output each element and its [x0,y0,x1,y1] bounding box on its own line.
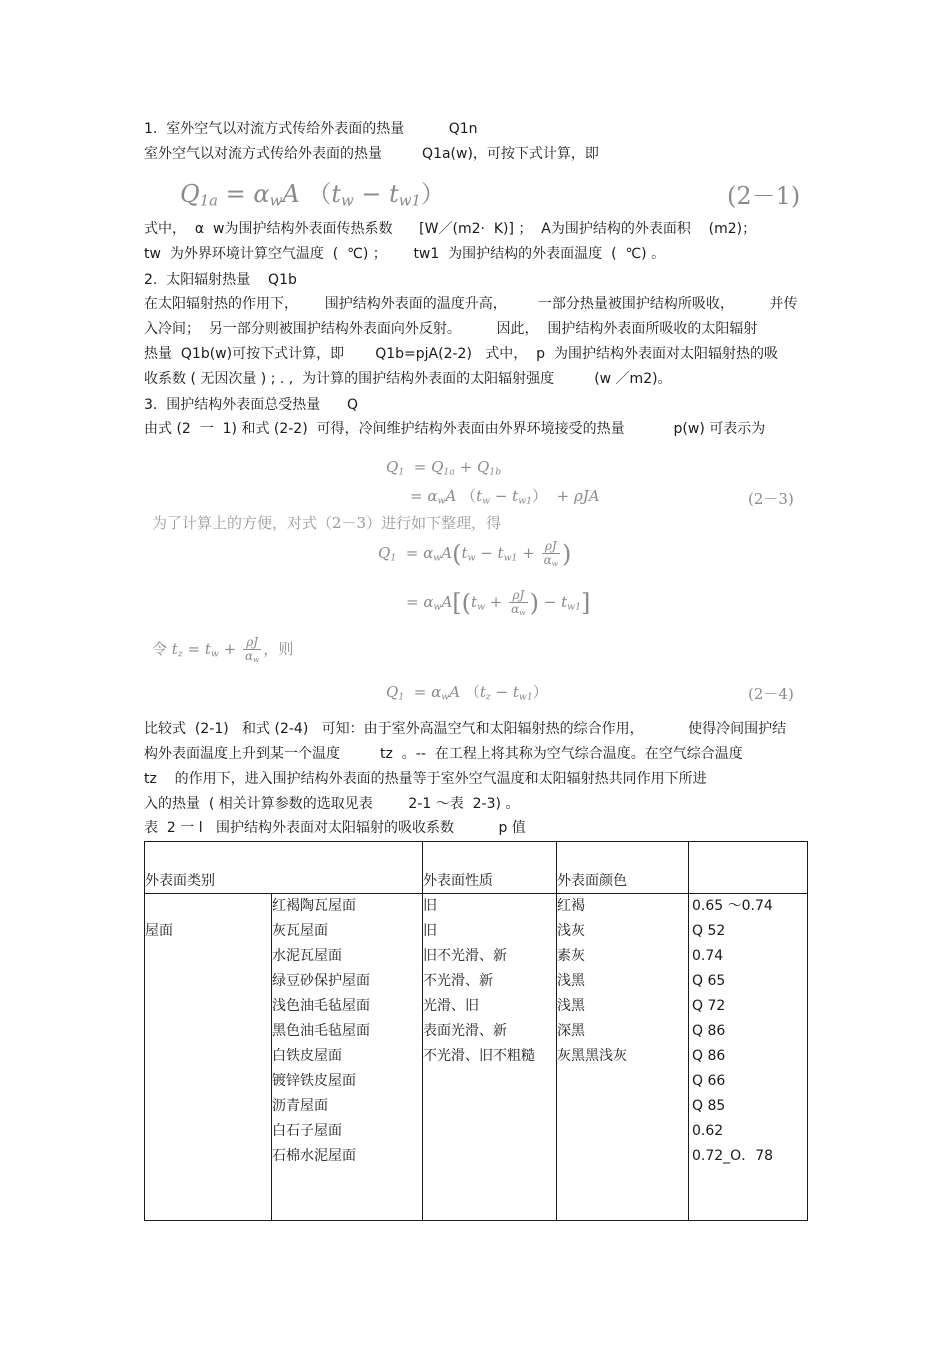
absorption-value: 0.62 [692,1123,724,1139]
equation-2-3-line2: = $\alpha_wA$ $(t_w - t_{w1}) + \rho JA$ [410,487,600,507]
text-solar-2: 入冷间； 另一部分则被围护结构外表面向外反射。 因此， 围护结构外表面所吸收的太阳辐射 [144,321,758,337]
text-solar-1: 在太阳辐射热的作用下， 围护结构外表面的温度升高， 一部分热量被围护结构所吸收， 并传 [144,296,798,312]
surface-color: 红褐 [557,898,585,914]
roof-name: 灰瓦屋面 [272,923,328,939]
equation-rearranged-2: = $\alpha_wA[(t_w$ + $\frac{\rho J}{\alpha_w}$ ) − $t_{w1}$] [406,588,591,618]
roof-name: 白石子屋面 [272,1123,342,1139]
roof-name: 白铁皮屋面 [272,1048,342,1064]
absorption-value: 0.65 ～0.74 [692,898,773,914]
header-value [689,842,808,894]
cell-natures [423,894,557,1221]
surface-color: 深黑 [557,1023,585,1039]
heading-convective-heat: 1. 室外空气以对流方式传给外表面的热量 Q1n [144,121,478,137]
text-variable-definitions-2: tw 为外界环境计算空气温度 ( ℃) ； tw1 为围护结构的外表面温度 ( ℃) 。 [144,246,666,262]
text-solar-4: 收系数 ( 无因次量 ) ; . , 为计算的围护结构外表面的太阳辐射强度 (w ／m2)。 [144,371,672,387]
roof-name: 水泥瓦屋面 [272,948,342,964]
equation-rearranged-1: $Q_1 = \alpha_wA(t_w - t_{w1}$ + $\frac{\rho J}{\alpha_w}$ ) [378,539,572,569]
header-category: 外表面类别 [145,842,423,894]
table-body-row [145,894,808,1221]
heading-solar-radiation: 2. 太阳辐射热量 Q1b [144,272,297,288]
surface-nature: 旧 [423,923,437,939]
surface-nature: 不光滑、旧不粗糙 [423,1048,535,1064]
absorption-value: Q 52 [692,923,726,939]
surface-nature: 表面光滑、新 [423,1023,507,1039]
cell-colors [557,894,689,1221]
text-compare-2: 构外表面温度上升到某一个温度 tz 。-- 在工程上将其称为空气综合温度。在空气综合温度 [144,746,743,762]
text-variable-definitions-1: 式中， α w为围护结构外表面传热系数 [W／(m2· K)] ； A为围护结构的外表面积 (m2)； [144,221,757,237]
equation-2-1: $Q_{1a} = \alpha_wA$ $(t_w - t_{w1})$ [180,180,445,210]
roof-name: 红褐陶瓦屋面 [272,898,356,914]
cell-names [272,894,423,1221]
surface-color: 浅黑 [557,998,585,1014]
absorption-value: Q 85 [692,1098,726,1114]
surface-color: 素灰 [557,948,585,964]
category-roof: 屋面 [145,923,173,939]
surface-color: 浅灰 [557,923,585,939]
absorption-value: Q 65 [692,973,726,989]
header-nature: 外表面性质 [423,842,557,894]
roof-name: 绿豆砂保护屋面 [272,973,370,989]
cell-values [689,894,808,1221]
text-convective-intro: 室外空气以对流方式传给外表面的热量 Q1a(w)，可按下式计算，即 [144,146,599,162]
roof-name: 石棉水泥屋面 [272,1148,356,1164]
cell-category [145,894,272,1221]
text-total-heat: 由式 (2 一 1) 和式 (2-2) 可得，冷间维护结构外表面由外界环境接受的热量 p(w) 可表示为 [144,421,766,437]
equation-2-3-line1: $Q_1 = Q_{1a} + Q_{1b}$ [386,458,502,478]
roof-name: 镀锌铁皮屋面 [272,1073,356,1089]
note-rearrange: 为了计算上的方便，对式（2－3）进行如下整理，得 [152,514,502,532]
absorption-value: Q 66 [692,1073,726,1089]
text-compare-4: 入的热量 ( 相关计算参数的选取见表 2-1 ～表 2-3) 。 [144,796,520,812]
roof-name: 黑色油毛毡屋面 [272,1023,370,1039]
surface-nature: 不光滑、新 [423,973,493,989]
surface-nature: 光滑、旧 [423,998,479,1014]
roof-name: 沥青屋面 [272,1098,328,1114]
equation-2-3-number: (2－3) [748,490,794,508]
text-compare-3: tz 的作用下，进入围护结构外表面的热量等于室外空气温度和太阳辐射热共同作用下所进 [144,771,707,787]
absorption-value: Q 86 [692,1023,726,1039]
surface-color: 灰黑黑浅灰 [557,1048,627,1064]
absorption-value: 0.74 [692,948,724,964]
surface-color: 浅黑 [557,973,585,989]
table-header-row [145,842,808,894]
equation-tz-definition: 令 $t_z = t_w$ + $\frac{\rho J}{\alpha_w}$ ，则 [152,635,294,665]
table-caption: 表 2 一 l 围护结构外表面对太阳辐射的吸收系数 p 值 [144,820,526,836]
absorption-value: 0.72_O．78 [692,1148,774,1164]
absorption-table [144,841,808,1221]
text-solar-3: 热量 Q1b(w)可按下式计算，即 Q1b=pjA(2-2) 式中， p 为围护结构外表面对太阳辐射热的吸 [144,346,778,362]
text-compare-1: 比较式 (2-1) 和式 (2-4) 可知：由于室外高温空气和太阳辐射热的综合作用， 使得冷间围护结 [144,721,787,737]
absorption-value: Q 86 [692,1048,726,1064]
surface-nature: 旧不光滑、新 [423,948,507,964]
equation-2-4-number: (2－4) [748,685,794,703]
absorption-value: Q 72 [692,998,726,1014]
roof-name: 浅色油毛毡屋面 [272,998,370,1014]
heading-total-heat: 3. 围护结构外表面总受热量 Q [144,397,358,413]
equation-2-4: $Q_1 = \alpha_wA$ $(t_z - t_{w1})$ [386,683,548,703]
surface-nature: 旧 [423,898,437,914]
header-color: 外表面颜色 [557,842,689,894]
equation-2-1-number: (2－1) [727,182,801,210]
